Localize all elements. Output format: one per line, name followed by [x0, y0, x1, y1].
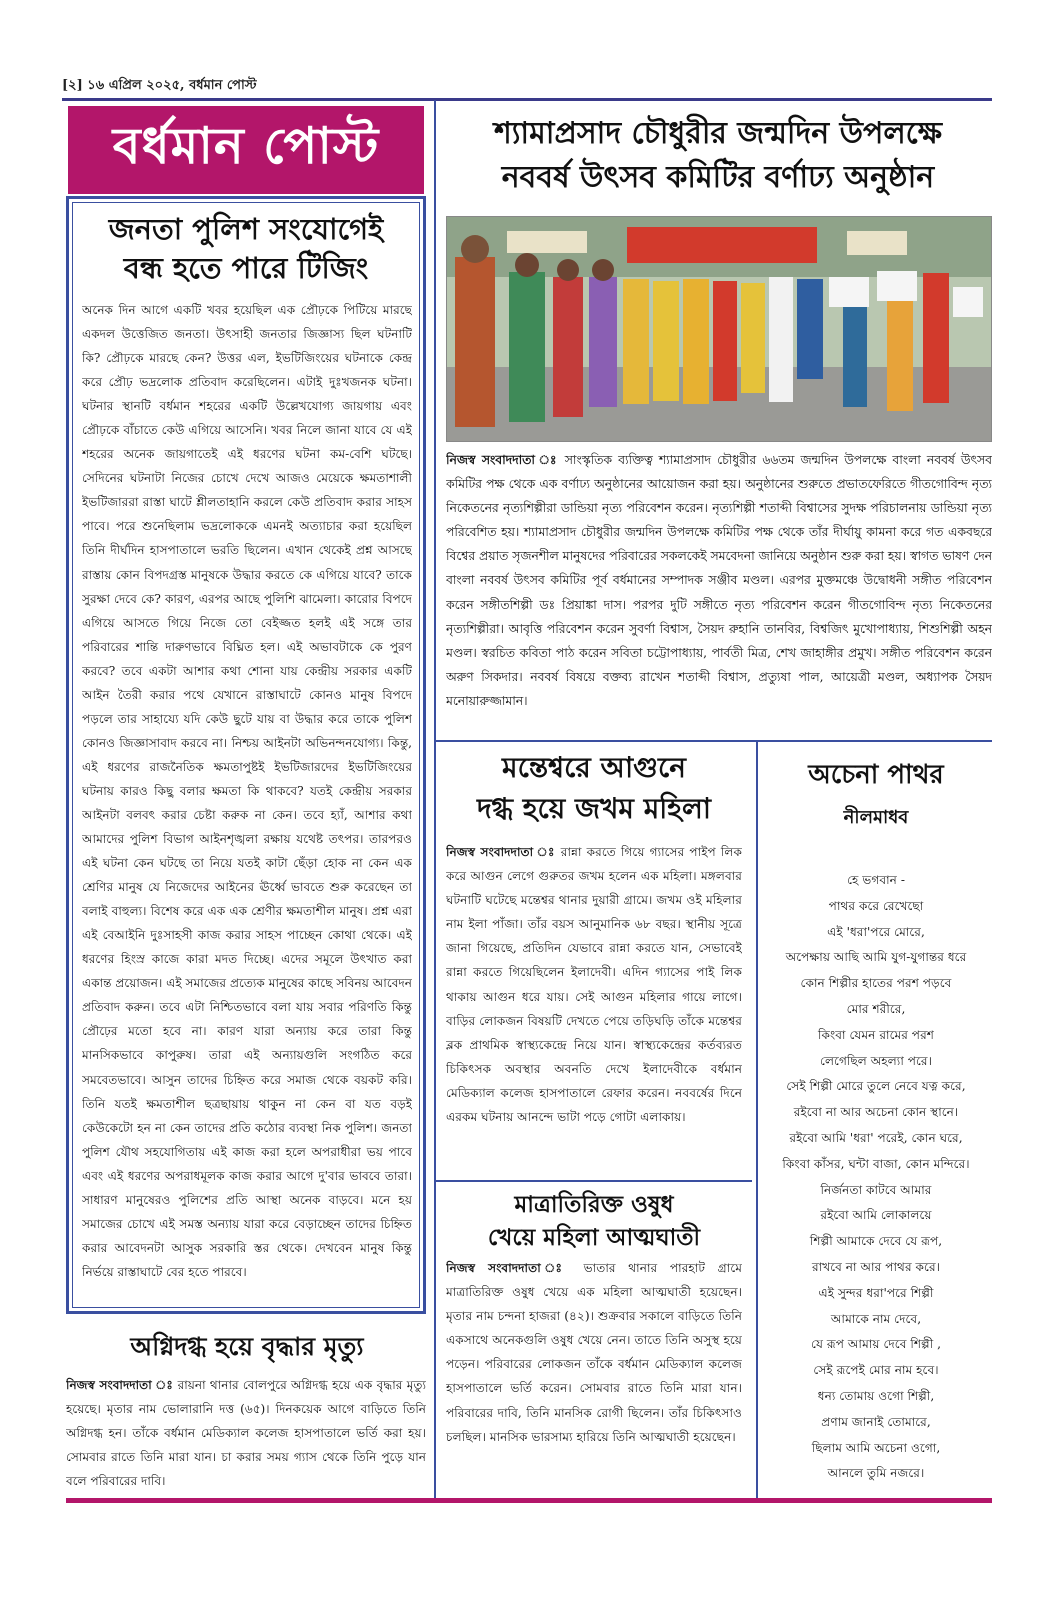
- left-story-body: অনেক দিন আগে একটি খবর হয়েছিল এক প্রৌঢ়কে পিটিয়ে মারছে একদল উত্তেজিত জনতা। উৎসাহী জনতার জিজ্ঞাস্য ছিল ঘটনাটি কি? প্রৌঢ়কে মারছে কেন? উত্তর এল, ইভটিজিংয়ের ঘটনাকে কেন্দ্র করে প্রৌঢ় ভদ্রলোক প্রতিবাদ করেছিলেন। এটাই দুঃখজনক ঘটনা। ঘটনার স্থানটি বর্ধমান শহরের একটি উল্লেখযোগ্য জায়গায় এবং প্রৌঢ়কে বাঁচাতে কেউ এগিয়ে আসেনি। খবর নিলে জানা যাবে যে এই শহরের অনেক জায়গাতেই এই ধরণের ঘটনা কম-বেশি ঘটছে। সেদিনের ঘটনাটা নিজের চোখে দেখে আজও মেয়েকে ক্ষমতাশালী ইভটিজাররা রাস্তা ঘাটে শ্লীলতাহানি করলে কেউ প্রতিবাদ করার সাহস পাবে। পরে শুনেছিলাম ভদ্রলোককে এমনই অত্যাচার করা হয়েছিল তিনি দীর্ঘদিন হাসপাতালে ভরতি ছিলেন। এখান থেকেই প্রশ্ন আসছে রাস্তায় কোন বিপদগ্রস্ত মানুষকে উদ্ধার করতে কে এগিয়ে যাবে? তাকে সুরক্ষা দেবে কে? কারণ, এরপর আছে পুলিশি ঝামেলা। কারোর বিপদে এগিয়ে আসতে গিয়ে নিজে তো বেইজ্জত হলই এই সঙ্গে তার পরিবারের শান্তি দারুণভাবে বিঘ্নিত হল। এই অভাবটাকে কে পুরণ করবে? তবে একটা আশার কথা শোনা যায় কেন্দ্রীয় সরকার একটি আইন তৈরী করার পথে যেখানে রাস্তাঘাটে কোনও মানুষ বিপদে পড়লে তার সাহায্যে যদি কেউ ছুটে যায় বা উদ্ধার করে তাকে পুলিশ কোনও জিজ্ঞাসাবাদ করবে না। নিশ্চয় আইনটা অভিনন্দনযোগ্য। কিন্তু, এই ধরণের রাজনৈতিক ক্ষমতাপুষ্টই ইভটিজারদের ইভটিজিংয়ের ঘটনায় কারও কিছু বলার ক্ষমতা কি থাকবে? যতই কেন্দ্রীয় সরকার আইনটা বলবৎ করার চেষ্টা করুক না কেন। তবে হ্যাঁ, আশার কথা আমাদের পুলিশ বিভাগ আইনশৃঙ্খলা রক্ষায় যথেষ্ট তৎপর। তারপরও এই ঘটনা কেন ঘটছে তা নিয়ে যতই কাটা ছেঁড়া হোক না কেন এক শ্রেণির মানুষ যে নিজেদের আইনের ঊর্ধ্বে ভাবতে শুরু করেছেন তা বলাই বাহুল্য। বিশেষ করে এক এক শ্রেণীর ক্ষমতাশীল মানুষ। প্রশ্ন এরা এই বেআইনি দুঃসাহসী কাজ করার সাহস পাচ্ছেন কোথা থেকে। এই ধরণের হিংস্র কাজে কারা মদত দিচ্ছে। এদের সমূলে উৎখাত করা একান্ত প্রয়োজন। এই সমাজের প্রত্যেক মানুষের কাছে সবিনয় আবেদন প্রতিবাদ করুন। তবে এটা নিশ্চিতভাবে বলা যায় সবার পরিণতি কিন্তু প্রৌঢ়ের মতো হবে না। কারণ যারা অন্যায় করে তারা কিন্তু মানসিকভাবে কাপুরুষ। তারা এই অন্যায়গুলি সংগঠিত করে সমবেতভাবে। আসুন তাদের চিহ্নিত করে সমাজ থেকে বয়কট করি। তিনি যতই ক্ষমতাশীল ছত্রছায়ায় থাকুন না কেন বা যত বড়ই কেউকেটো হন না কেন তাদের প্রতি কঠোর ব্যবস্থা নিক পুলিশ। জনতা পুলিশ যৌথ সহযোগিতায় এই কাজ করা হলে অপরাধীরা ভয় পাবে এবং এই ধরণের অপরাধমূলক কাজ করার আগে দু'বার ভাববে তারা। সাধারণ মানুষেরও পুলিশের প্রতি আস্থা অনেক বাড়বে। মনে হয় সমাজের চোখে এই সমস্ত অন্যায় যারা করে বেড়াচ্ছেন তাদের চিহ্নিত করার আবেদনটা আসুক সরকারি স্তর থেকে। দেখবেন মানুষ কিন্তু নির্ভয়ে রাস্তাঘাটে বের হতে পারবে।: [82, 303, 412, 1279]
- overdose-story-headline: [438, 1188, 750, 1255]
- poem-title: অচেনা পাথর: [808, 760, 944, 790]
- overdose-story-byline: নিজস্ব সংবাদদাতা ঃ: [446, 1261, 571, 1275]
- bottom-left-byline: নিজস্ব সংবাদদাতা ঃ: [66, 1378, 174, 1392]
- top-story-body: [446, 448, 992, 736]
- middle-story-byline: নিজস্ব সংবাদদাতা ঃ: [446, 845, 556, 859]
- left-story-headline-line2: বন্ধ হতে পারে টিজিং: [123, 251, 369, 286]
- overdose-story-text: ভাতার থানার পারহাট গ্রামে মাত্রাতিরিক্ত ওষুধ খেয়ে এক মহিলা আত্মঘাতী হয়েছেন। মৃতার নাম চন্দনা হাজরা (৪২)। শুক্রবার সকালে বাড়িতে তিনি একসাথে অনেকগুলি ওষুধ খেয়ে নেন। তাতে তিনি অসুস্থ হয়ে পড়েন। পরিবারের লোকজন তাঁকে বর্ধমান মেডিক্যাল কলেজ হাসপাতালে ভর্তি করেন। সোমবার রাতে তিনি মারা যান। পরিবারের দাবি, তিনি মানসিক রোগী ছিলেন। তাঁর চিকিৎসাও চলছিল। মানসিক ভারসাম্য হারিয়ে তিনি আত্মঘাতী হয়েছেন।: [446, 1261, 742, 1444]
- header-rule: [62, 98, 992, 101]
- middle-story-headline-line1: মন্তেশ্বরে আগুনে: [502, 751, 686, 784]
- middle-story-bottom-rule: [436, 1180, 752, 1182]
- top-story-headline-line2: নববর্ষ উৎসব কমিটির বর্ণাঢ্য অনুষ্ঠান: [501, 159, 935, 195]
- top-story-photo: [446, 216, 992, 442]
- top-story-byline: নিজস্ব সংবাদদাতা ঃ: [446, 452, 559, 467]
- middle-story-text: রান্না করতে গিয়ে গ্যাসের পাইপ লিক করে আগুন লেগে গুরুতর জখম হলেন এক মহিলা। মঙ্গলবার ঘটনাটি ঘটেছে মন্তেশ্বর থানার দুয়ারী গ্রামে। জখম ওই মহিলার নাম ইলা পাঁজা। তাঁর বয়স আনুমানিক ৬৮ বছর। স্থানীয় সূত্রে জানা গিয়েছে, প্রতিদিন যেভাবে রান্না করতে যান, সেভাবেই রান্না করতে গিয়েছিলেন ইলাদেবী। এদিন গ্যাসের পাই লিক থাকায় আগুন ধরে যায়। সেই আগুন মহিলার গায়ে লাগে। বাড়ির লোকজন বিষয়টি দেখতে পেয়ে তড়িঘড়ি তাঁকে মন্তেশ্বর ব্লক প্রাথমিক স্বাস্থ্যকেন্দ্রে নিয়ে যান। স্বাস্থ্যকেন্দ্রের কর্তব্যরত চিকিৎসক অবস্থার অবনতি দেখে ইলাদেবীকে বর্ধমান মেডিক্যাল কলেজ হাসপাতালে রেফার করেন। নববর্ষের দিনে এরকম ঘটনায় আনন্দে ভাটা পড়ে গোটা এলাকায়।: [446, 845, 742, 1125]
- group-photo-illustration: [447, 217, 992, 442]
- top-story-headline-line1: শ্যামাপ্রসাদ চৌধুরীর জন্মদিন উপলক্ষে: [493, 116, 943, 151]
- middle-story-headline-line2: দগ্ধ হয়ে জখম মহিলা: [477, 791, 711, 825]
- page-header: [২] ১৬ এপ্রিল ২০২৫, বর্ধমান পোস্ট: [62, 78, 257, 93]
- middle-story-body: [446, 840, 742, 1178]
- overdose-story-body: [446, 1256, 742, 1498]
- top-story-bottom-rule: [436, 740, 992, 742]
- footer-bar: [66, 1498, 992, 1503]
- overdose-story-headline-line2: খেয়ে মহিলা আত্মঘাতী: [487, 1224, 701, 1252]
- left-story-headline: [76, 210, 416, 288]
- poem-author: নীলমাধব: [843, 807, 909, 828]
- top-story-headline: [440, 112, 996, 199]
- top-story-text: সাংস্কৃতিক ব্যক্তিত্ব শ্যামাপ্রসাদ চৌধুরীর ৬৬তম জন্মদিন উপলক্ষে বাংলা নববর্ষ উৎসব কমিটির পক্ষ থেকে এক বর্ণাঢ্য অনুষ্ঠানের আয়োজন করা হয়। অনুষ্ঠানের শুরুতে প্রভাতফেরিতে গীতগোবিন্দ নৃত্য নিকেতনের নৃত্যশিল্পীরা ডান্ডিয়া নৃত্য পরিবেশন করেন। নৃত্যশিল্পী শতাব্দী বিশ্বাসের সুদক্ষ পরিচালনায় ডান্ডিয়া নৃত্য পরিবেশিত হয়। শ্যামাপ্রসাদ চৌধুরীর জন্মদিন উপলক্ষে কমিটির পক্ষ থেকে তাঁর দীর্ঘায়ু কামনা করে গত একবছরে বিশ্বের প্রয়াত সৃজনশীল মানুষদের পরিবারের সকলকেই সমবেদনা জানিয়ে অনুষ্ঠান শুরু করা হয়। স্বাগত ভাষণ দেন বাংলা নববর্ষ উৎসব কমিটির পূর্ব বর্ধমানের সম্পাদক সঞ্জীব মণ্ডল। এরপর মুক্তমঞ্চে উদ্বোধনী সঙ্গীত পরিবেশন করেন সঙ্গীতশিল্পী ডঃ প্রিয়াঙ্কা দাস। পরপর দুটি সঙ্গীতে নৃত্য পরিবেশন করেন গীতগোবিন্দ নৃত্য নিকেতনের নৃত্যশিল্পীরা। আবৃত্তি পরিবেশন করেন সুবর্ণা বিশ্বাস, সৈয়দ রুহানি তানবির, বিশ্বজিৎ মুখোপাধ্যায়, শিশুশিল্পী অহন মণ্ডল। স্বরচিত কবিতা পাঠ করেন সবিতা চট্টোপাধ্যায়, পার্বতী মিত্র, শেখ জাহাঙ্গীর প্রমুখ। সঙ্গীত পরিবেশন করেন অরুণ সিকদার। নববর্ষ বিষয়ে বক্তব্য রাখেন শতাব্দী বিশ্বাস, প্রত্যুষা পাল, আয়েত্রী মণ্ডল, অধ্যাপক সৈয়দ মনোয়ারুজ্জামান।: [446, 453, 992, 708]
- bottom-left-headline: অগ্নিদগ্ধ হয়ে বৃদ্ধার মৃত্যু: [130, 1332, 364, 1361]
- poem-text: হে ভগবান - পাথর করে রেখেছো এই 'ধরা'পরে মোরে, অপেক্ষায় আছি আমি যুগ-যুগান্তর ধরে কোন শিল্পীর হাতের পরশ পড়বে মোর শরীরে, কিংবা যেমন রামের পরশ লেগেছিল অহল্যা পরে। সেই শিল্পী মোরে তুলে নেবে যত্ন করে, রইবো না আর অচেনা কোন স্থানে। রইবো আমি 'ধরা' পরেই, কোন ঘরে, কিংবা কাঁসর, ঘন্টা বাজা, কোন মন্দিরে। নির্জনতা কাটবে আমার রইবো আমি লোকালয়ে শিল্পী আমাকে দেবে যে রূপ, রাখবে না আর পাথর করে। এই সুন্দর ধরা'পরে শিল্পী আমাকে নাম দেবে, যে রূপ আমায় দেবে শিল্পী , সেই রূপেই মোর নাম হবে। ধন্য তোমায় ওগো শিল্পী, প্রণাম জানাই তোমারে, ছিলাম আমি অচেনা ওগো, আনলে তুমি নজরে।: [782, 873, 970, 1481]
- column-divider-left: [434, 100, 436, 1500]
- middle-story-headline: [438, 748, 750, 829]
- bottom-left-text: রায়না থানার বোলপুরে অগ্নিদগ্ধ হয়ে এক বৃদ্ধার মৃত্যু হয়েছে। মৃতার নাম ভোলারানি দত্ত (৬৫)। দিনকয়েক আগে বাড়িতে তিনি অগ্নিদগ্ধ হন। তাঁকে বর্ধমান মেডিক্যাল কলেজ হাসপাতালে ভর্তি করা হয়। সোমবার রাতে তিনি মারা যান। চা করার সময় গ্যাস থেকে তিনি পুড়ে যান বলে পরিবারের দাবি।: [66, 1378, 426, 1488]
- overdose-story-headline-line1: মাত্রাতিরিক্ত ওষুধ: [514, 1191, 674, 1218]
- masthead: বর্ধমান পোস্ট: [68, 106, 424, 194]
- bottom-left-body: [66, 1373, 426, 1493]
- left-story-headline-line1: জনতা পুলিশ সংযোগেই: [108, 212, 384, 246]
